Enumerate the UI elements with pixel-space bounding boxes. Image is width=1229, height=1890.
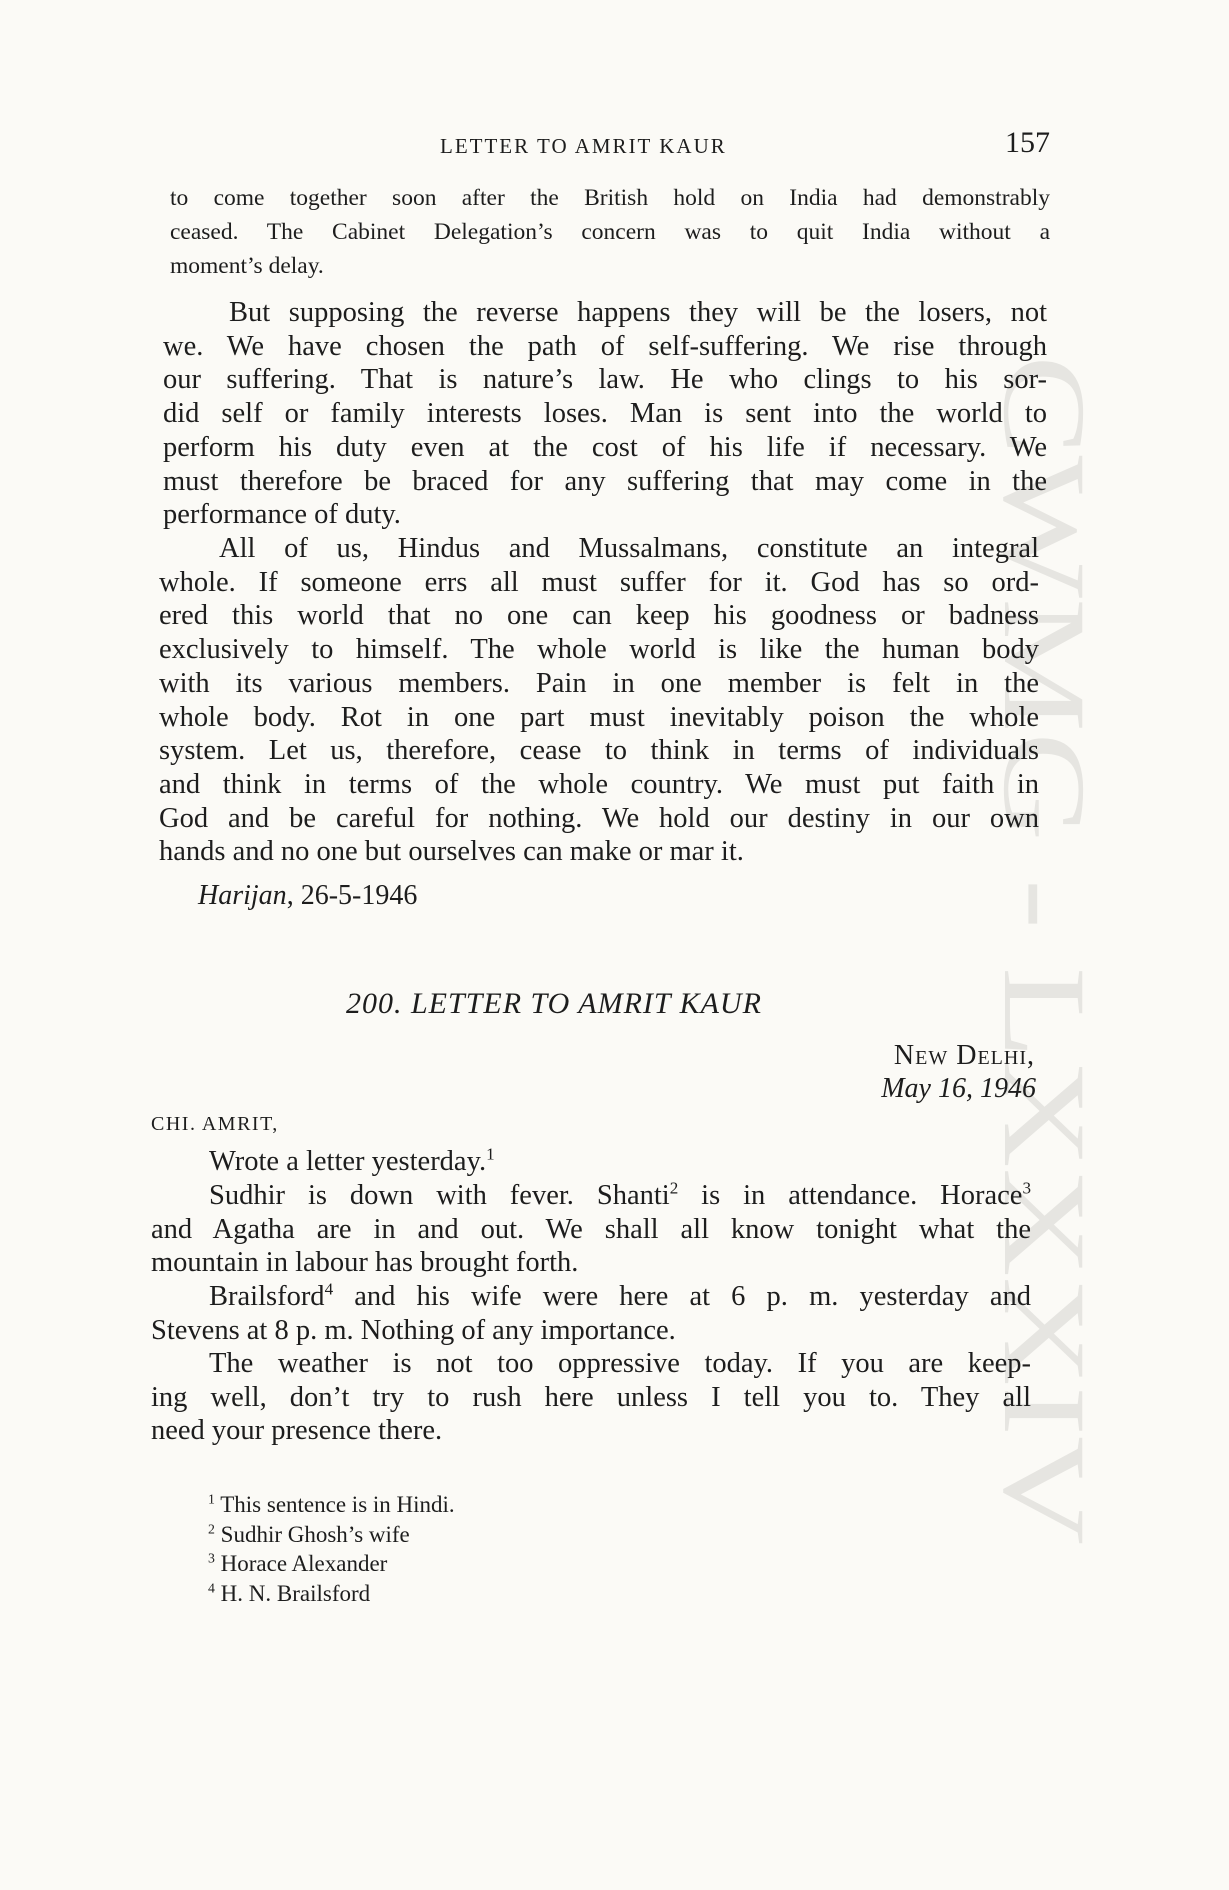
- letter-paragraph-4: [151, 1347, 1031, 1448]
- paragraph-2: [159, 532, 1039, 869]
- source-publication: Harijan: [198, 880, 287, 911]
- paragraph-line: our suffering. That is nature’s law. He who clings to his sor-: [163, 364, 1047, 396]
- footnote-marker: 2: [669, 1178, 679, 1198]
- footnote: [208, 1490, 455, 1520]
- paragraph-line: we. We have chosen the path of self-suffering. We rise through: [163, 330, 1047, 362]
- letter-text: Sudhir is down with fever. Shanti: [209, 1180, 670, 1211]
- footnote-marker: 4: [324, 1279, 334, 1299]
- paragraph-line: The weather is not too oppressive today. If you are keep-: [209, 1348, 1031, 1379]
- paragraph-line: ing well, don’t try to rush here unless I tell you to. They all: [151, 1381, 1031, 1413]
- footnote: [208, 1579, 455, 1609]
- footnote-text: H. N. Brailsford: [214, 1580, 371, 1606]
- paragraph-line: All of us, Hindus and Mussalmans, constitute an integral: [219, 533, 1039, 564]
- footnote-continuation-line: ceased. The Cabinet Delegation’s concern was to quit India without a: [170, 219, 1050, 245]
- paragraph-line: Stevens at 8 p. m. Nothing of any importance.: [151, 1314, 676, 1346]
- footnote-marker: 3: [1022, 1178, 1031, 1198]
- footnote-number: 3: [208, 1550, 215, 1566]
- paragraph-line: exclusively to himself. The whole world is like the human body: [159, 634, 1039, 666]
- footnote-continuation-line: to come together soon after the British hold on India had demonstrably: [170, 185, 1050, 211]
- footnote-number: 2: [208, 1520, 215, 1536]
- page-number: 157: [1005, 126, 1050, 159]
- paragraph-line: and Agatha are in and out. We shall all know tonight what the: [151, 1213, 1031, 1245]
- letter-date: May 16, 1946: [881, 1073, 1036, 1104]
- paragraph-line: perform his duty even at the cost of his life if necessary. We: [163, 431, 1047, 463]
- footnote-text: This sentence is in Hindi.: [214, 1492, 455, 1517]
- footnote-continuation: [170, 181, 1050, 283]
- footnote-continuation-line: moment’s delay.: [170, 253, 324, 279]
- letter-place: New Delhi,: [893, 1040, 1035, 1071]
- document-heading: 200. LETTER TO AMRIT KAUR: [346, 987, 762, 1020]
- letter-text: Brailsford: [209, 1281, 325, 1312]
- footnote-number: 1: [208, 1491, 215, 1507]
- paragraph-line: with its various members. Pain in one member is felt in the: [159, 667, 1039, 699]
- letter-text: and his wife were here at 6 p. m. yesterday and: [333, 1281, 1031, 1312]
- paragraph-line: [151, 1145, 1031, 1179]
- paragraph-line: need your presence there.: [151, 1415, 443, 1447]
- paragraph-line: [151, 1179, 1031, 1213]
- paragraph-line: God and be careful for nothing. We hold our destiny in our own: [159, 802, 1039, 834]
- letter-text: is in attendance. Horace: [678, 1180, 1023, 1211]
- paragraph-line: performance of duty.: [163, 499, 401, 531]
- paragraph-line: and think in terms of the whole country. We must put faith in: [159, 768, 1039, 800]
- running-head: LETTER TO AMRIT KAUR: [440, 134, 727, 158]
- paragraph-1: [163, 296, 1047, 532]
- paragraph-line: did self or family interests loses. Man is sent into the world to: [163, 398, 1047, 430]
- source-citation: [198, 880, 417, 912]
- footnote-marker: 1: [486, 1144, 495, 1164]
- paragraph-line: hands and no one but ourselves can make or mar it.: [159, 836, 744, 868]
- watermark-text: CWMG LXXXIV: [985, 355, 1095, 1286]
- letter-text: Wrote a letter yesterday.: [209, 1146, 487, 1177]
- paragraph-line: whole body. Rot in one part must inevitably poison the whole: [159, 701, 1039, 733]
- letter-paragraph-1: [151, 1145, 1031, 1179]
- paragraph-line: mountain in labour has brought forth.: [151, 1247, 579, 1279]
- paragraph-line: But supposing the reverse happens they will be the losers, not: [229, 297, 1047, 328]
- paragraph-line: ered this world that no one can keep his goodness or badness: [159, 600, 1039, 632]
- paragraph-line: [151, 1280, 1031, 1314]
- footnotes: [208, 1490, 455, 1608]
- salutation: CHI. AMRIT,: [151, 1113, 279, 1135]
- source-date: , 26-5-1946: [286, 880, 418, 911]
- paragraph-line: whole. If someone errs all must suffer for it. God has so ord-: [159, 566, 1039, 598]
- footnote-text: Horace Alexander: [214, 1551, 388, 1576]
- footnote-number: 4: [208, 1579, 215, 1595]
- footnote: [208, 1549, 455, 1579]
- footnote: [208, 1520, 455, 1550]
- footnote-text: Sudhir Ghosh’s wife: [214, 1521, 410, 1547]
- letter-paragraph-3: [151, 1280, 1031, 1347]
- paragraph-line: must therefore be braced for any suffering that may come in the: [163, 465, 1047, 497]
- paragraph-line: system. Let us, therefore, cease to think in terms of individuals: [159, 735, 1039, 767]
- letter-paragraph-2: [151, 1179, 1031, 1280]
